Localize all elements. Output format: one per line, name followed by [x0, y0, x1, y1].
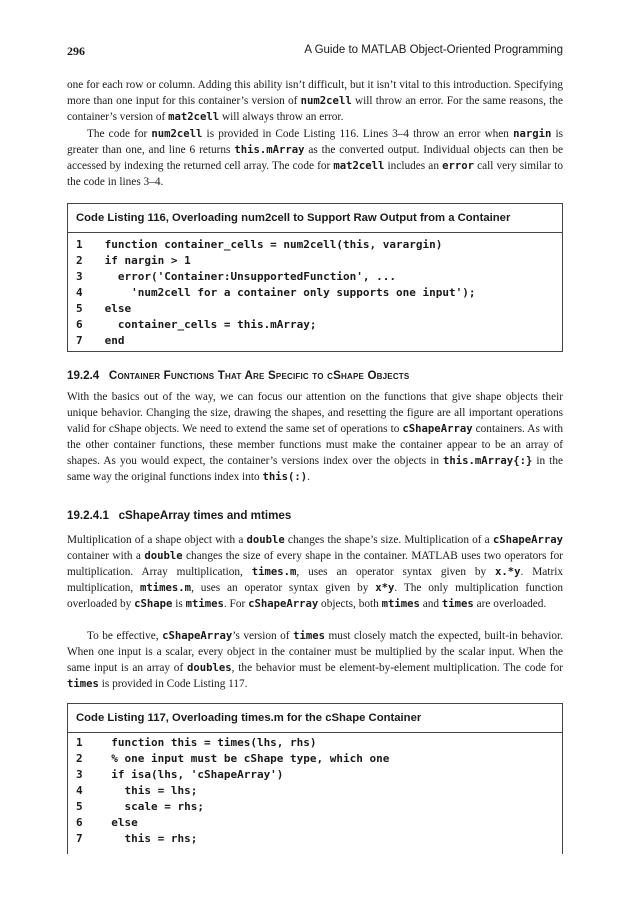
code-line: 2 % one input must be cShape type, which one: [76, 752, 390, 765]
code-line: 7 end: [76, 334, 125, 347]
code-line: 2 if nargin > 1: [76, 254, 191, 267]
code-line: 1 function container_cells = num2cell(this, varargin): [76, 238, 443, 251]
code-listing-caption: Code Listing 116, Overloading num2cell to Support Raw Output from a Container: [76, 212, 511, 224]
paragraph-times-behavior: To be effective, cShapeArray’s version of times must closely match the expected, built-in behavior. When one input is a scalar, every object in the container must be multiplied by the scalar input. When the same input is an array of doubles, the behavior must be element-by-element multiplication. The code for times is provided in Code Listing 117.: [67, 630, 563, 690]
code-line: 4 'num2cell for a container only supports one input');: [76, 286, 476, 299]
code-line: 5 else: [76, 302, 132, 315]
code-line: 6 else: [76, 816, 138, 829]
book-title: A Guide to MATLAB Object-Oriented Programming: [304, 44, 563, 56]
caption-divider: [68, 232, 562, 233]
code-line: 3 error('Container:UnsupportedFunction', ...: [76, 270, 397, 283]
paragraph-cshape-functions: With the basics out of the way, we can focus our attention on the functions that give shape objects their unique behavior. Changing the size, drawing the shapes, and resetting the figure are all important operations valid for cShape objects. We need to extend the same set of operations to cShapeArray containers. As with the other container functions, these member functions must make the container appear to be an array of shapes. As you would expect, the container’s versions index over the objects in this.mArray{:} in the same way the original functions index into this(:).: [67, 391, 563, 483]
code-line: 1 function this = times(lhs, rhs): [76, 736, 317, 749]
code-listing-caption: Code Listing 117, Overloading times.m for the cShape Container: [76, 712, 422, 724]
paragraph-intro: one for each row or column. Adding this ability isn’t difficult, but it isn’t vital to this introduction. Specifying more than one input for this container’s version of num2cell will throw an error. For the same reasons, the container’s version of mat2cell will always throw an error.: [67, 79, 563, 123]
section-heading: 19.2.4 Container Functions That Are Specific to cShape Objects: [67, 369, 410, 382]
page-number: 296: [67, 44, 85, 58]
code-line: 3 if isa(lhs, 'cShapeArray'): [76, 768, 284, 781]
caption-divider: [68, 732, 562, 733]
code-line: 7 this = rhs;: [76, 832, 198, 845]
code-line: 6 container_cells = this.mArray;: [76, 318, 317, 331]
subsection-heading: 19.2.4.1 cShapeArray times and mtimes: [67, 509, 292, 522]
code-listing-117: [67, 703, 563, 854]
code-listing-116: [67, 203, 563, 352]
code-line: 5 scale = rhs;: [76, 800, 204, 813]
code-line: 4 this = lhs;: [76, 784, 198, 797]
paragraph-num2cell-description: The code for num2cell is provided in Code Listing 116. Lines 3–4 throw an error when nargin is greater than one, and line 6 returns this.mArray as the converted output. Individual objects can then be accessed by indexing the returned cell array. The code for mat2cell includes an error call very similar to the code in lines 3–4.: [67, 128, 563, 188]
paragraph-multiplication: Multiplication of a shape object with a double changes the shape’s size. Multiplication of a cShapeArray container with a double changes the size of every shape in the container. MATLAB uses two operators for multiplication. Array multiplication, times.m, uses an operator syntax given by x.*y. Matrix multiplication, mtimes.m, uses an operator syntax given by x*y. The only multiplication function overloaded by cShape is mtimes. For cShapeArray objects, both mtimes and times are overloaded.: [67, 534, 563, 610]
